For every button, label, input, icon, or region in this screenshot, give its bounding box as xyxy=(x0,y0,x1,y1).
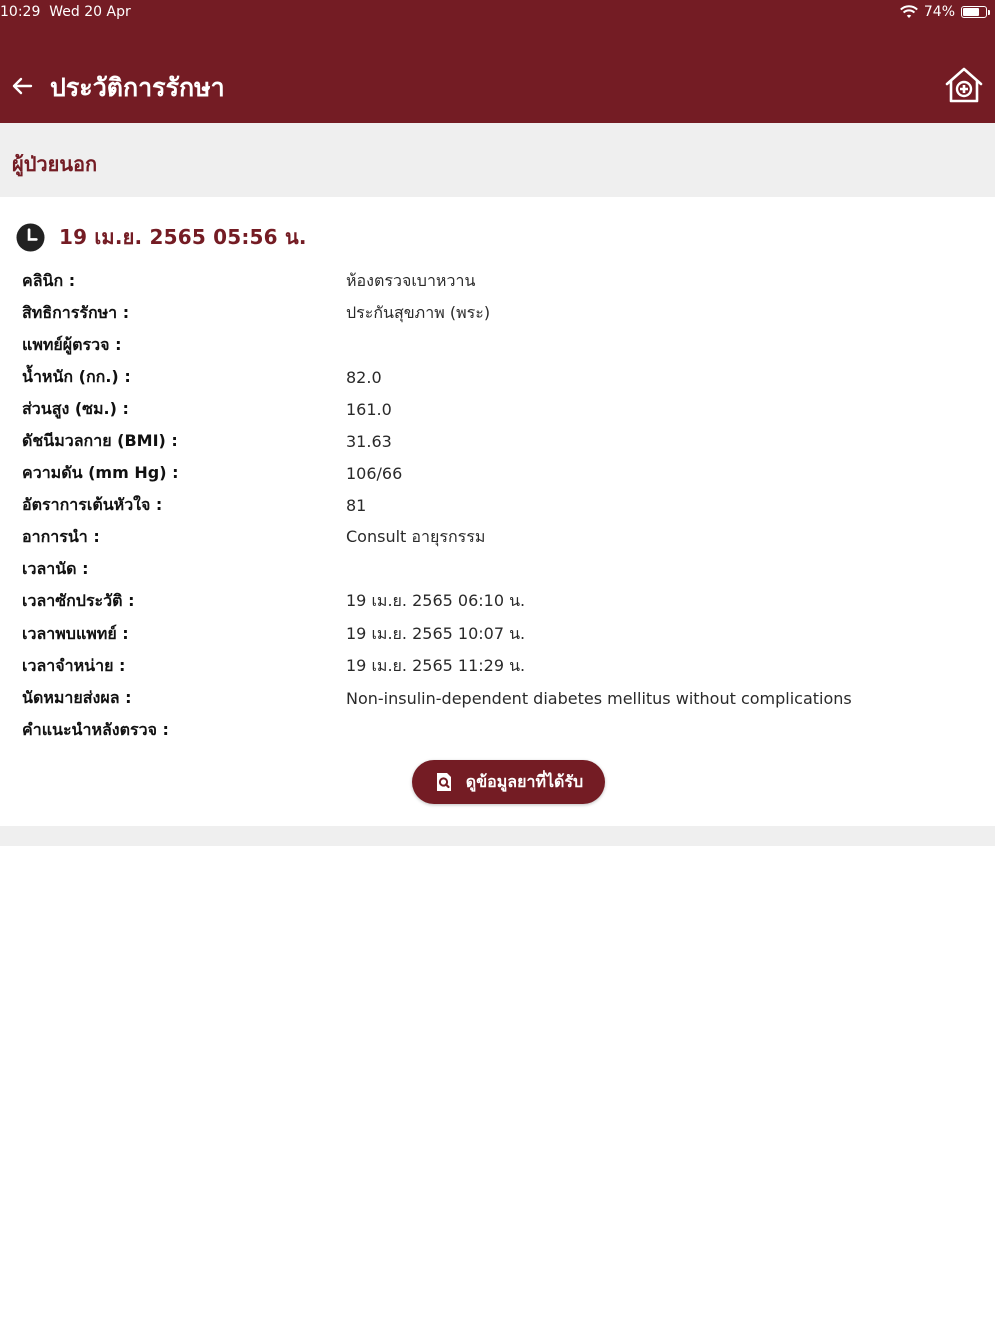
detail-label: เวลาพบแพทย์ : xyxy=(22,623,129,643)
section-bar xyxy=(0,123,995,197)
visit-details xyxy=(22,265,982,746)
detail-row xyxy=(22,393,982,425)
detail-value: 82.0 xyxy=(346,367,382,387)
app-header xyxy=(0,0,995,123)
battery-icon xyxy=(961,6,987,18)
battery-percent: 74% xyxy=(923,4,955,20)
detail-row xyxy=(22,329,982,361)
clock-icon xyxy=(16,223,45,252)
detail-row xyxy=(22,682,982,714)
detail-label: นัดหมายส่งผล : xyxy=(22,687,132,707)
detail-row xyxy=(22,265,982,297)
detail-value: 19 เม.ย. 2565 06:10 น. xyxy=(346,591,526,611)
visit-date: 19 เม.ย. 2565 05:56 น. xyxy=(59,225,307,249)
detail-value: Consult อายุรกรรม xyxy=(346,527,486,547)
visit-datetime xyxy=(16,221,307,253)
battery-level xyxy=(963,8,979,16)
detail-label: ดัชนีมวลกาย (BMI) : xyxy=(22,431,178,451)
detail-label: สิทธิการรักษา : xyxy=(22,302,130,322)
detail-label: ส่วนสูง (ซม.) : xyxy=(22,398,129,418)
detail-row xyxy=(22,490,982,522)
status-time: 10:29 Wed 20 Apr xyxy=(0,4,131,20)
detail-row xyxy=(22,297,982,329)
detail-row xyxy=(22,714,982,746)
home-button[interactable] xyxy=(943,64,985,106)
detail-label: อาการนำ : xyxy=(22,527,100,547)
page-title: ประวัติการรักษา xyxy=(50,73,225,102)
divider xyxy=(0,826,995,846)
home-plus-icon xyxy=(943,64,985,106)
detail-row xyxy=(22,618,982,650)
detail-value: ประกันสุขภาพ (พระ) xyxy=(346,302,491,322)
detail-label: เวลาจำหน่าย : xyxy=(22,655,126,675)
detail-label: คำแนะนำหลังตรวจ : xyxy=(22,719,169,739)
view-medication-label: ดูข้อมูลยาที่ได้รับ xyxy=(465,771,584,791)
detail-row xyxy=(22,650,982,682)
detail-row xyxy=(22,554,982,586)
detail-label: แพทย์ผู้ตรวจ : xyxy=(22,334,122,354)
detail-row xyxy=(22,458,982,490)
back-button[interactable] xyxy=(8,72,36,100)
detail-value: 81 xyxy=(346,496,367,516)
detail-value: 31.63 xyxy=(346,432,392,452)
detail-row xyxy=(22,586,982,618)
status-indicators xyxy=(900,4,987,20)
detail-value: Non-insulin-dependent diabetes mellitus without complications xyxy=(346,688,852,708)
detail-value: 19 เม.ย. 2565 10:07 น. xyxy=(346,623,526,643)
view-medication-button[interactable] xyxy=(412,760,605,804)
detail-row xyxy=(22,425,982,457)
search-document-icon xyxy=(434,772,454,792)
detail-value: 19 เม.ย. 2565 11:29 น. xyxy=(346,655,526,675)
detail-row xyxy=(22,522,982,554)
detail-value: ห้องตรวจเบาหวาน xyxy=(346,270,476,290)
detail-label: เวลานัด : xyxy=(22,559,89,579)
detail-label: เวลาซักประวัติ : xyxy=(22,591,135,611)
wifi-icon xyxy=(900,5,918,19)
section-title: ผู้ป่วยนอก xyxy=(12,152,98,176)
arrow-left-icon xyxy=(10,74,34,98)
detail-label: อัตราการเต้นหัวใจ : xyxy=(22,495,163,515)
detail-value: 106/66 xyxy=(346,464,403,484)
detail-value: 161.0 xyxy=(346,399,392,419)
detail-row xyxy=(22,361,982,393)
detail-label: คลินิก : xyxy=(22,270,76,290)
detail-label: น้ำหนัก (กก.) : xyxy=(22,366,131,386)
detail-label: ความดัน (mm Hg) : xyxy=(22,463,179,483)
